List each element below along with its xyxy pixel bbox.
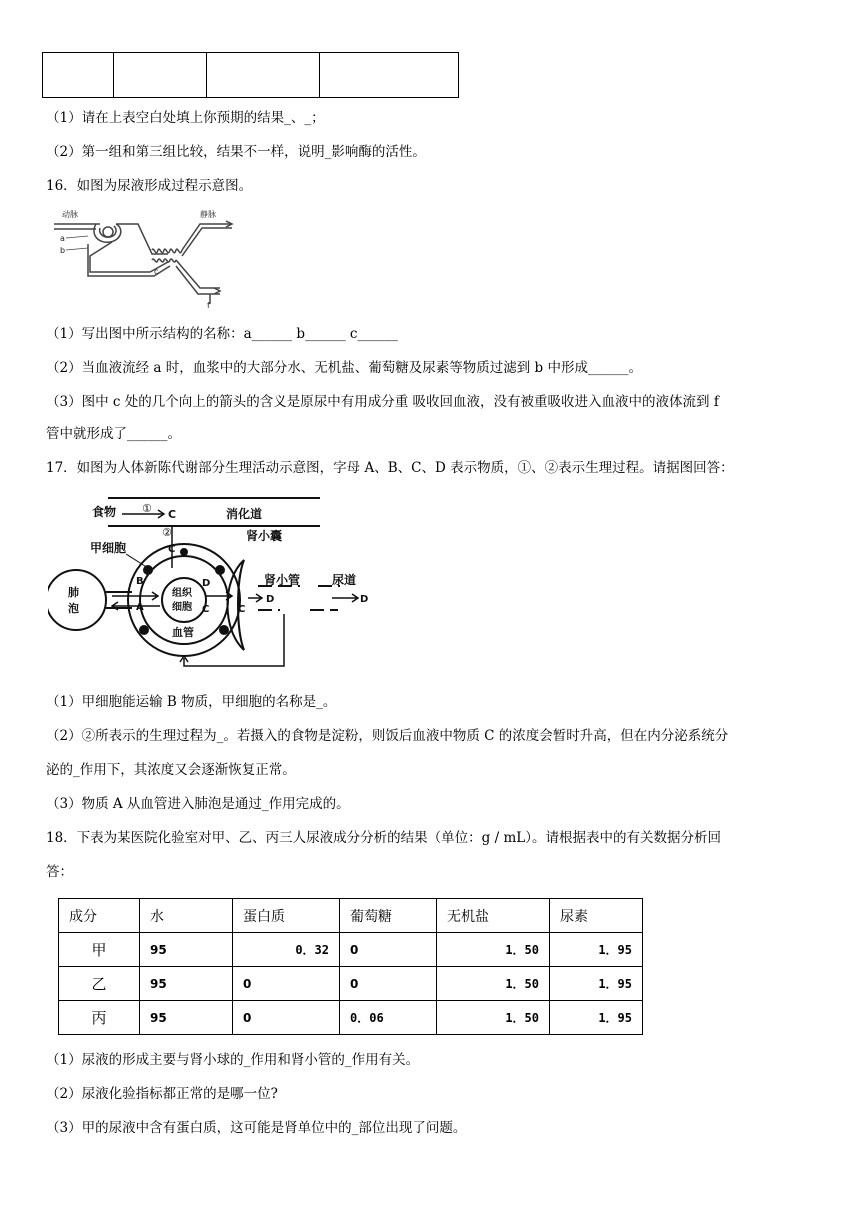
q17-sub2-line1: （2）②所表示的生理过程为_。若摄入的食物是淀粉，则饭后血液中物质 C 的浓度会暂时升高，但在内分泌系统分 [46,728,729,744]
capsule-label: 肾小囊 [246,529,283,543]
q17-sub3: （3）物质 A 从血管进入肺泡是通过_作用完成的。 [46,796,350,812]
label-C-left: C [202,604,210,615]
q17-sub2-line2: 泌的_作用下，其浓度又会逐渐恢复正常。 [46,762,296,778]
table-cell [114,53,207,98]
table-cell: 1．95 [550,967,643,1001]
header-cell: 无机盐 [437,899,550,933]
table-cell: 0 [233,1001,340,1035]
urine-analysis-table [58,898,643,1035]
label-b: b [60,246,66,255]
q18-sub1: （1）尿液的形成主要与肾小球的_作用和肾小管的_作用有关。 [46,1052,420,1068]
label-f: f [207,301,210,310]
header-cell: 尿素 [550,899,643,933]
alveolus-label-1: 肺 [68,586,79,599]
table-cell: 1．50 [437,967,550,1001]
header-cell: 蛋白质 [233,899,340,933]
row-label: 甲 [59,933,140,967]
q18-title-line1: 18．下表为某医院化验室对甲、乙、丙三人尿液成分分析的结果（单位：g / mL）。请根据表中的有关数据分析回 [46,830,721,846]
tissue-label-1: 组织 [172,588,192,599]
jia-cell-label: 甲细胞 [90,541,127,555]
table-cell: 0 [340,933,437,967]
label-D-left: D [202,578,211,589]
table-cell [207,53,320,98]
q15-sub1: （1）请在上表空白处填上你预期的结果_、_； [46,110,325,126]
q16-title: 16．如图为尿液形成过程示意图。 [46,178,253,194]
digestive-tract-label: 消化道 [226,507,263,521]
table-cell: 1．95 [550,1001,643,1035]
table-cell [320,53,459,98]
process-2-label: ② [162,526,172,539]
table-row [59,1001,643,1035]
q18-sub2: （2）尿液化验指标都正常的是哪一位? [46,1086,278,1102]
q16-sub1: （1）写出图中所示结构的名称：a______ b______ c______ [46,326,398,342]
table-row [59,967,643,1001]
nephron-diagram [50,204,240,314]
q18-title-line2: 答： [46,864,73,880]
alveolus-label-2: 泡 [68,602,79,615]
row-label: 乙 [59,967,140,1001]
q16-sub3-line1: （3）图中 c 处的几个向上的箭头的含义是原尿中有用成分重 吸收回血液，没有被重吸收进入血液中的液体流到 f [46,394,719,410]
q16-sub3-line2: 管中就形成了______。 [46,426,181,442]
label-C-mid: C [168,544,176,555]
tubule-label: 肾小管 [264,573,301,587]
label-D-right: D [360,594,369,605]
table-row [59,933,643,967]
q17-sub1: （1）甲细胞能运输 B 物质，甲细胞的名称是_。 [46,694,337,710]
header-cell: 水 [140,899,233,933]
results-table-fragment [42,52,459,98]
label-B: B [136,576,144,587]
label-c: c [154,267,159,276]
q17-title: 17．如图为人体新陈代谢部分生理活动示意图，字母 A、B、C、D 表示物质，①、②表示生理过程。请据图回答： [46,460,734,476]
table-cell: 1．50 [437,1001,550,1035]
label-A: A [136,602,144,613]
q16-sub2: （2）当血液流经 a 时，血浆中的大部分水、无机盐、葡萄糖及尿素等物质过滤到 b 中形成______。 [46,360,642,376]
urethra-label: 尿道 [332,573,357,587]
table-cell: 95 [140,1001,233,1035]
metabolism-diagram [48,490,388,680]
label-a: a [60,234,65,243]
header-cell: 成分 [59,899,140,933]
q18-sub3: （3）甲的尿液中含有蛋白质，这可能是肾单位中的_部位出现了问题。 [46,1120,467,1136]
label-C-right: C [238,604,246,615]
label-D-mid: D [266,594,275,605]
table-cell: 1．50 [437,933,550,967]
table-header-row [59,899,643,933]
table-cell: 1．95 [550,933,643,967]
table-cell: 0 [233,967,340,1001]
label-C-top: C [168,508,177,521]
row-label: 丙 [59,1001,140,1035]
artery-label: 动脉 [62,210,78,219]
vessel-label: 血管 [172,626,194,639]
header-cell: 葡萄糖 [340,899,437,933]
food-label: 食物 [92,505,117,519]
table-cell: 95 [140,967,233,1001]
table-cell: 0．06 [340,1001,437,1035]
vein-label: 静脉 [200,210,216,219]
table-cell [43,53,114,98]
table-cell: 0 [340,967,437,1001]
table-cell: 0．32 [233,933,340,967]
tissue-label-2: 细胞 [172,602,192,613]
table-row [43,53,459,98]
process-1-label: ① [142,502,152,515]
table-cell: 95 [140,933,233,967]
q15-sub2: （2）第一组和第三组比较，结果不一样，说明_影响酶的活性。 [46,144,426,160]
